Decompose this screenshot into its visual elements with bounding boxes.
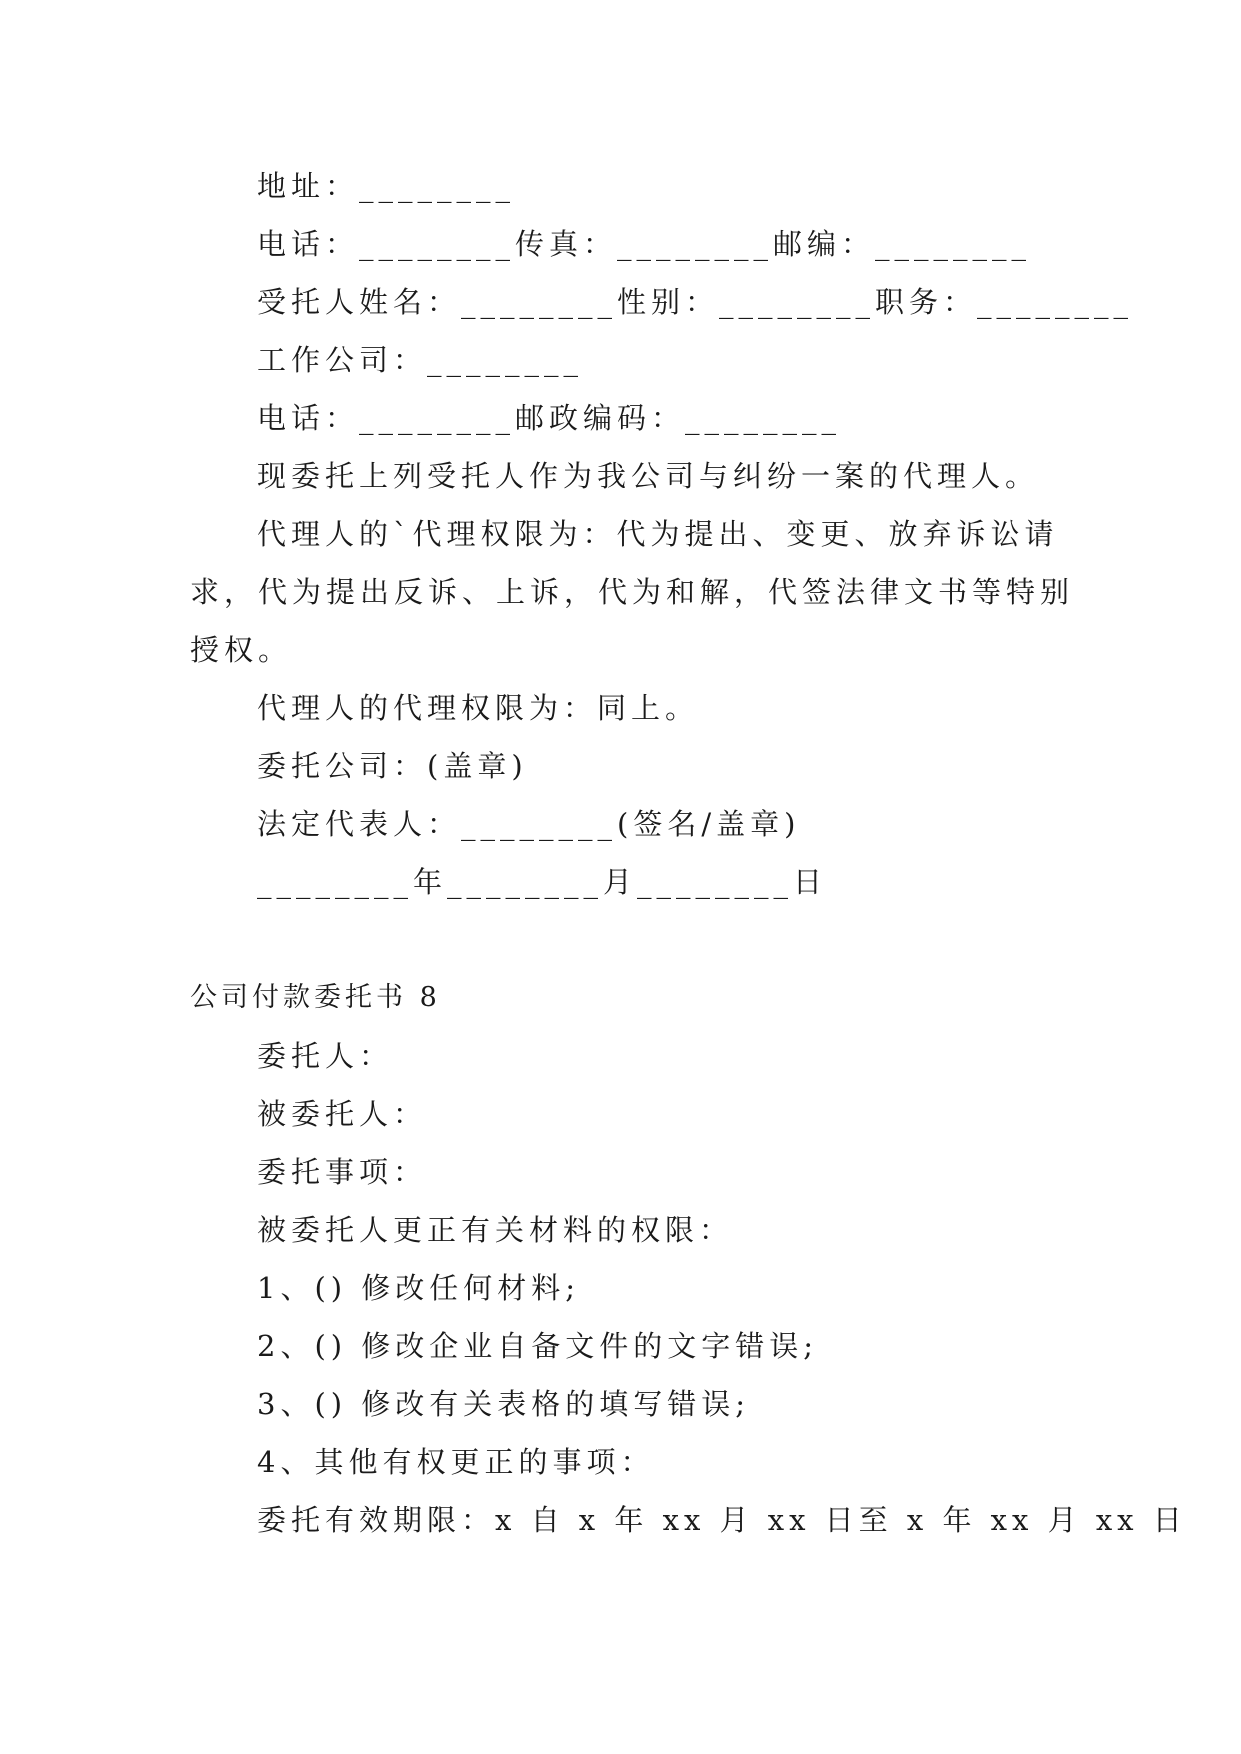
address-line: 地址：________ xyxy=(257,169,516,203)
work-company-line: 工作公司：________ xyxy=(257,343,584,377)
list-item-3: 3、() 修改有关表格的填写错误; xyxy=(257,1387,751,1421)
agent-name-line: 受托人姓名：________性别：________职务：________ xyxy=(257,285,1134,319)
list-item-2: 2、() 修改企业自备文件的文字错误; xyxy=(257,1329,819,1363)
list-item-4: 4、其他有权更正的事项： xyxy=(257,1445,655,1479)
validity-period-line: 委托有效期限：x 自 x 年 xx 月 xx 日至 x 年 xx 月 xx 日 xyxy=(257,1503,1187,1537)
principal-line: 委托人： xyxy=(257,1039,394,1073)
section-title: 公司付款委托书 8 xyxy=(190,982,441,1013)
authority-paragraph-line-3: 授权。 xyxy=(190,633,293,667)
agent-line: 被委托人： xyxy=(257,1097,428,1131)
authority-paragraph-line-2: 求，代为提出反诉、上诉，代为和解，代签法律文书等特别 xyxy=(190,575,1075,609)
legal-representative-line: 法定代表人：________(签名/盖章) xyxy=(257,807,801,841)
phone-postcode-line: 电话：________邮政编码：________ xyxy=(257,401,842,435)
entrusting-company-line: 委托公司：(盖章) xyxy=(257,749,528,783)
entrust-statement: 现委托上列受托人作为我公司与纠纷一案的代理人。 xyxy=(257,459,1040,493)
authority-same-line: 代理人的代理权限为：同上。 xyxy=(257,691,700,725)
correction-authority-line: 被委托人更正有关材料的权限： xyxy=(257,1213,734,1247)
authority-paragraph-line-1: 代理人的`代理权限为：代为提出、变更、放弃诉讼请 xyxy=(257,517,1059,551)
matters-line: 委托事项： xyxy=(257,1155,428,1189)
list-item-1: 1、() 修改任何材料; xyxy=(257,1271,581,1305)
phone-fax-zip-line: 电话：________传真：________邮编：________ xyxy=(257,227,1032,261)
date-line: ________年________月________日 xyxy=(257,865,828,899)
